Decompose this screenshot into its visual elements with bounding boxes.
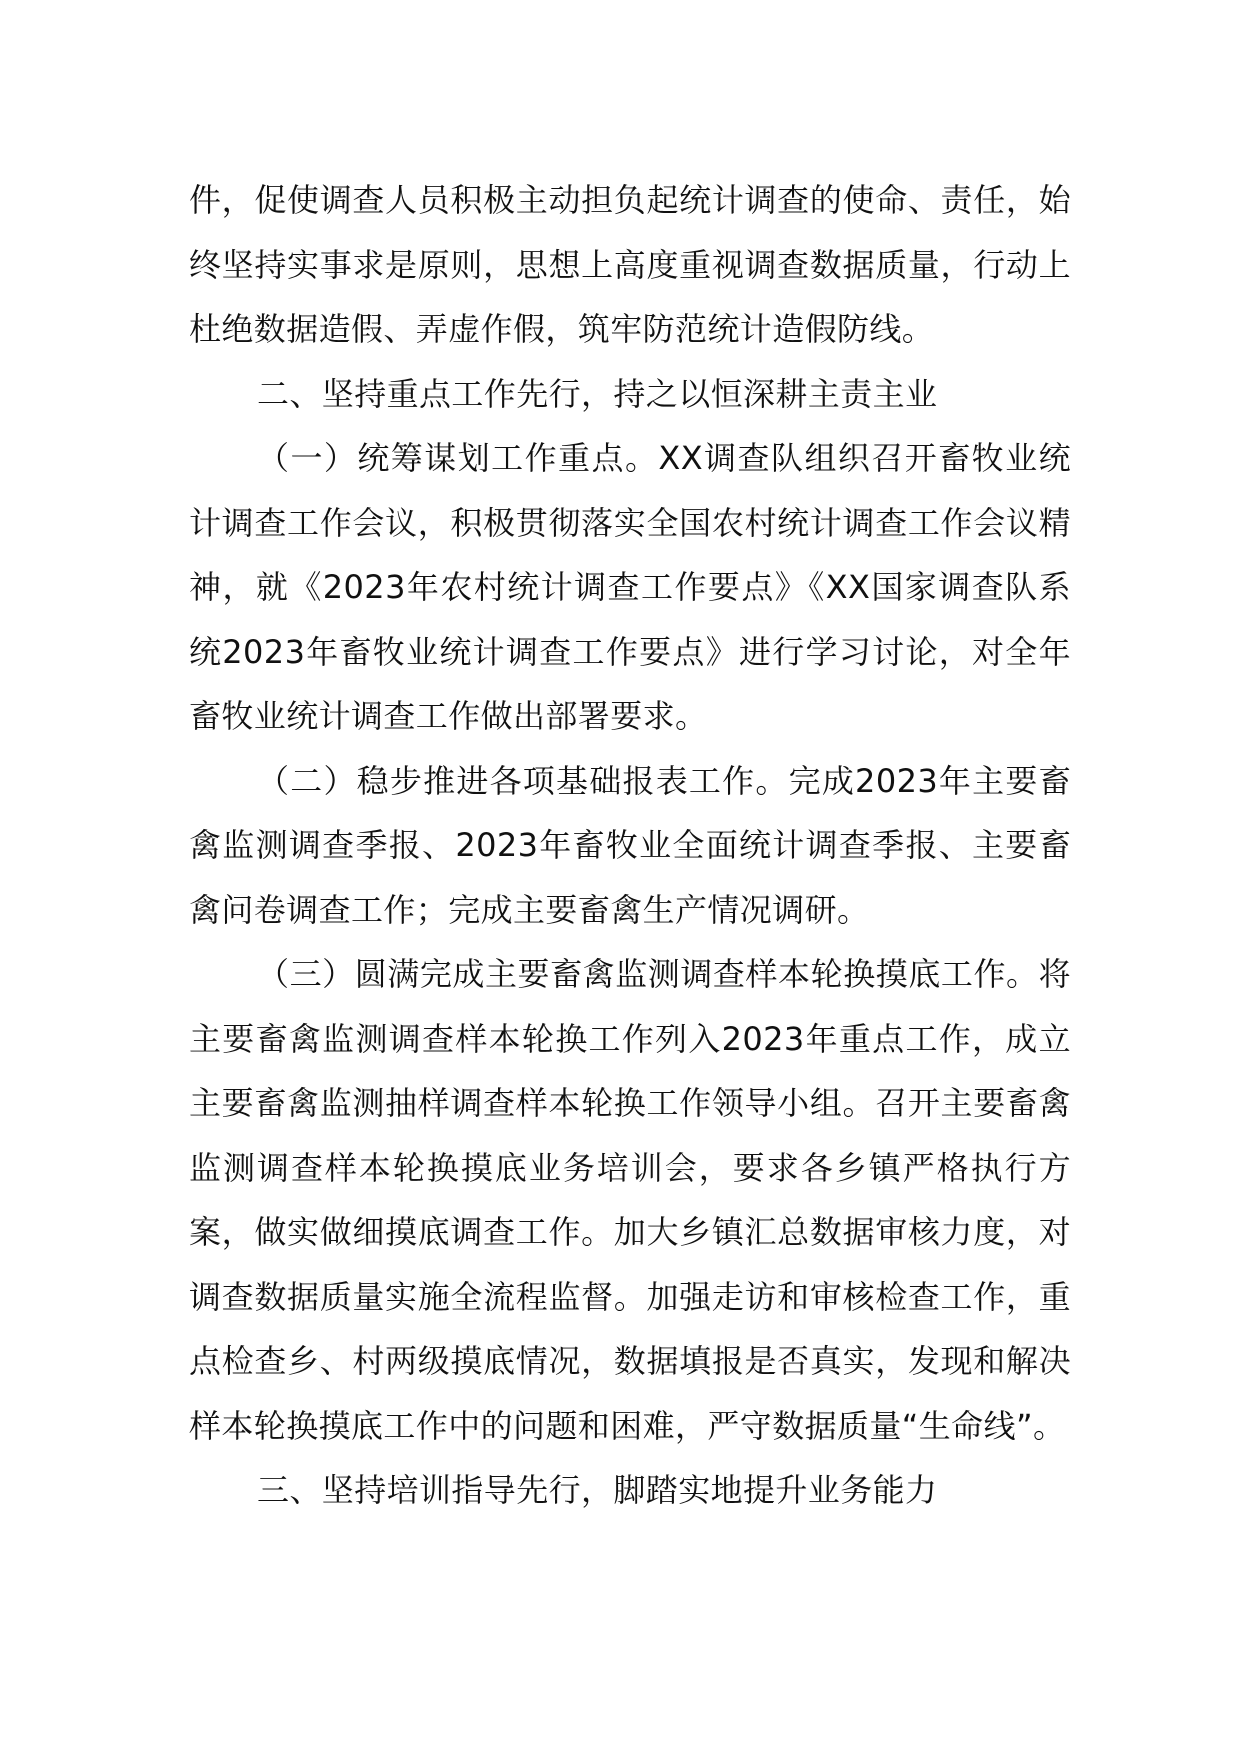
paragraph-item-2: （二）稳步推进各项基础报表工作。完成2023年主要畜禽监测调查季报、2023年畜牧业全面统计调查季报、主要畜禽问卷调查工作；完成主要畜禽生产情况调研。 [189,761,1071,929]
document-body [189,168,1071,1523]
section-heading-3: 三、坚持培训指导先行，脚踏实地提升业务能力 [257,1471,938,1509]
paragraph-item-1: （一）统筹谋划工作重点。XX调查队组织召开畜牧业统计调查工作会议，积极贯彻落实全国农村统计调查工作会议精神，就《2023年农村统计调查工作要点》《XX国家调查队系统2023年畜牧业统计调查工作要点》进行学习讨论，对全年畜牧业统计调查工作做出部署要求。 [189,439,1071,735]
section-heading-2: 二、坚持重点工作先行，持之以恒深耕主责主业 [257,374,938,413]
paragraph-item-3: （三）圆满完成主要畜禽监测调查样本轮换摸底工作。将主要畜禽监测调查样本轮换工作列入2023年重点工作，成立主要畜禽监测抽样调查样本轮换工作领导小组。召开主要畜禽监测调查样本轮换摸底业务培训会，要求各乡镇严格执行方案，做实做细摸底调查工作。加大乡镇汇总数据审核力度，对调查数据质量实施全流程监督。加强走访和审核检查工作，重点检查乡、村两级摸底情况，数据填报是否真实，发现和解决样本轮换摸底工作中的问题和困难，严守数据质量“生命线”。 [189,955,1071,1445]
paragraph-continuation: 件，促使调查人员积极主动担负起统计调查的使命、责任，始终坚持实事求是原则，思想上高度重视调查数据质量，行动上杜绝数据造假、弄虚作假，筑牢防范统计造假防线。 [189,181,1071,348]
